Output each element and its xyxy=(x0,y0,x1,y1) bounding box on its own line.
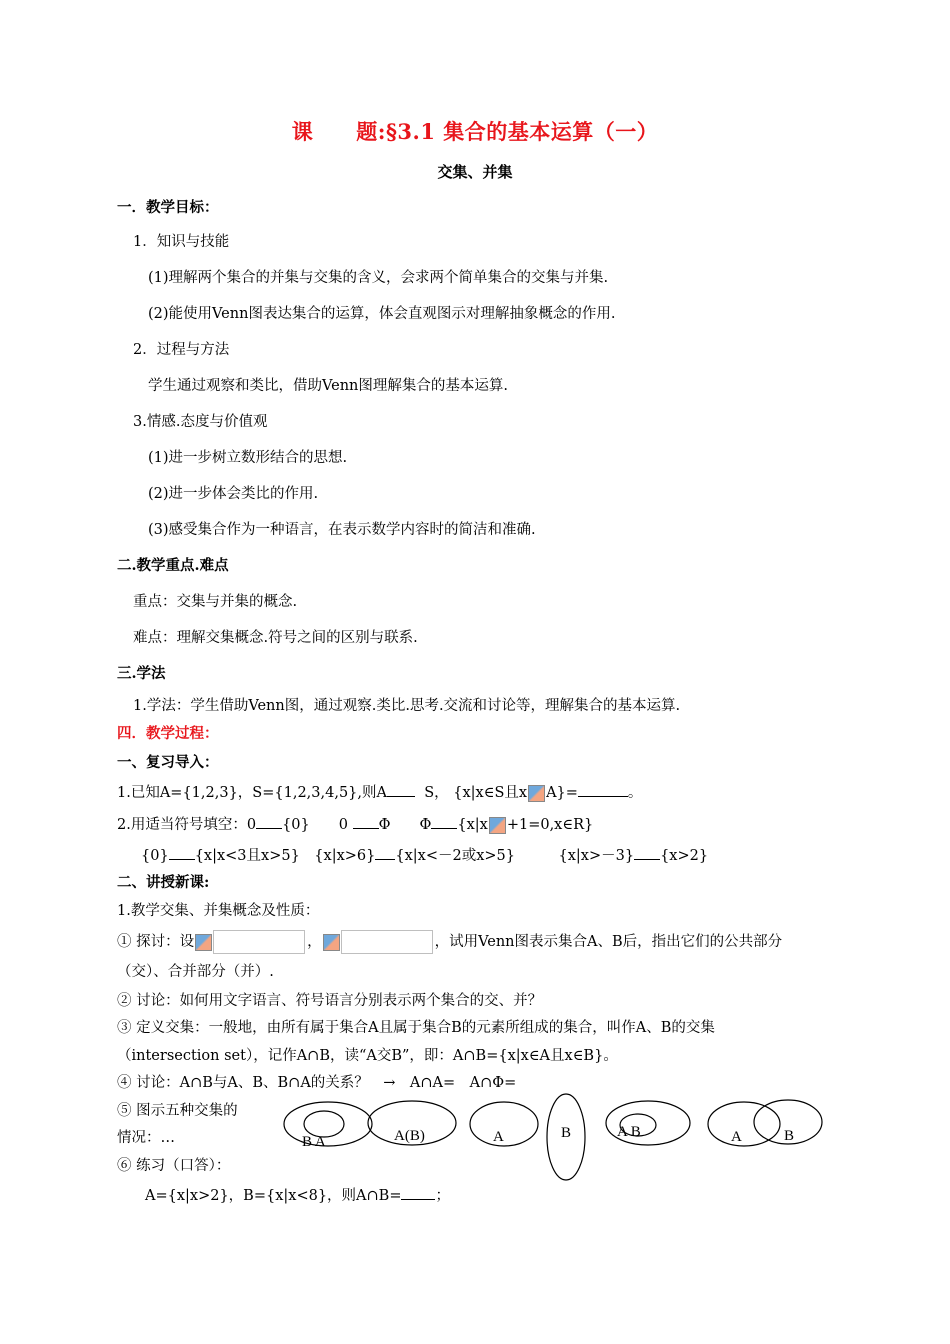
answer-blank[interactable] xyxy=(353,813,379,829)
page-subtitle: 交集、并集 xyxy=(437,163,513,181)
lesson-intro: 1.教学交集、并集概念及性质： xyxy=(117,903,320,919)
section-heading-objectives: 一．教学目标： xyxy=(117,199,219,216)
answer-blank[interactable] xyxy=(375,844,395,860)
set-a-field[interactable] xyxy=(213,930,305,954)
answer-blank[interactable] xyxy=(401,1184,435,1200)
explore-line-2: （交）、合并部分（并）. xyxy=(117,964,274,980)
venn-case-equal xyxy=(368,1101,456,1145)
define-intersection-1: ③ 定义交集：一般地，由所有属于集合A且属于集合B的元素所组成的集合，叫作A、B的交集 xyxy=(117,1020,715,1036)
venn-label: B xyxy=(561,1125,572,1141)
practice-exercise: A={x|x>2}，B={x|x<8}，则A∩B= ； xyxy=(145,1184,450,1206)
discuss-relations: ④ 讨论：A∩B与A、B、B∩A的关系？ → A∩A= A∩Φ= xyxy=(117,1075,517,1091)
venn-case-subset xyxy=(284,1102,372,1150)
venn-label: B A xyxy=(302,1134,326,1150)
venn-diagrams xyxy=(280,1092,830,1182)
keypoint-focus: 重点：交集与并集的概念. xyxy=(133,594,298,610)
keypoint-difficulty: 难点：理解交集概念.符号之间的区别与联系. xyxy=(133,630,418,646)
objective-1-item-1: (1)理解两个集合的并集与交集的含义，会求两个简单集合的交集与并集. xyxy=(148,270,609,286)
venn-label: A B xyxy=(617,1124,641,1140)
objective-3-item-3: (3)感受集合作为一种语言，在表示数学内容时的简洁和准确. xyxy=(148,522,536,538)
formula-image-icon xyxy=(195,934,212,951)
figure-caption-1: ⑤ 图示五种交集的 xyxy=(117,1103,238,1119)
venn-label: B xyxy=(784,1128,795,1144)
objective-2-text: 学生通过观察和类比，借助Venn图理解集合的基本运算. xyxy=(148,378,509,394)
review-question-3: {0} {x|x<3且x>5} {x|x>6} {x|x<－2或x>5} {x|x>－3} {x>2} xyxy=(141,844,708,866)
objective-2-heading: 2．过程与方法 xyxy=(133,342,230,358)
objective-3-item-1: (1)进一步树立数形结合的思想. xyxy=(148,450,348,466)
venn-case-disjoint xyxy=(470,1094,585,1180)
answer-blank[interactable] xyxy=(431,813,457,829)
venn-case-superset xyxy=(606,1101,690,1145)
answer-blank[interactable] xyxy=(387,781,415,797)
practice-heading: ⑥ 练习（口答）： xyxy=(117,1158,231,1174)
objective-3-item-2: (2)进一步体会类比的作用. xyxy=(148,486,319,502)
answer-blank[interactable] xyxy=(578,781,628,797)
venn-label: A(B) xyxy=(394,1128,425,1144)
answer-blank[interactable] xyxy=(634,844,660,860)
review-question-1: 1.已知A={1,2,3}，S={1,2,3,4,5},则A S， {x|x∈S且x A}= 。 xyxy=(117,781,642,803)
review-question-2: 2.用适当符号填空：0 {0} 0 Φ Φ {x|x +1=0,x∈R} xyxy=(117,813,593,835)
subsection-new-lesson: 二、讲授新课: xyxy=(117,874,210,891)
formula-image-icon xyxy=(323,934,340,951)
page-title: 课 题:§3.1 集合的基本运算（一） xyxy=(291,119,659,144)
formula-image-icon xyxy=(528,785,545,802)
method-text: 1.学法：学生借助Venn图，通过观察.类比.思考.交流和讨论等，理解集合的基本运算. xyxy=(133,698,681,714)
subsection-review: 一、复习导入： xyxy=(117,754,219,771)
venn-label: A xyxy=(731,1129,742,1145)
section-heading-keypoints: 二.教学重点.难点 xyxy=(117,557,229,574)
objective-1-item-2: (2)能使用Venn图表达集合的运算，体会直观图示对理解抽象概念的作用. xyxy=(148,306,616,322)
set-b-field[interactable] xyxy=(341,930,433,954)
objective-3-heading: 3.情感.态度与价值观 xyxy=(133,414,268,430)
define-intersection-2: （intersection set），记作A∩B，读“A交B”，即：A∩B={x|x∈A且x∈B}。 xyxy=(117,1048,618,1064)
venn-label: A xyxy=(493,1129,504,1145)
venn-case-overlap xyxy=(708,1100,822,1146)
answer-blank[interactable] xyxy=(256,813,282,829)
section-heading-method: 三.学法 xyxy=(117,665,166,682)
formula-image-icon xyxy=(489,817,506,834)
figure-caption-2: 情况：… xyxy=(117,1130,175,1146)
discuss-line: ② 讨论：如何用文字语言、符号语言分别表示两个集合的交、并？ xyxy=(117,993,543,1009)
section-heading-process: 四．教学过程： xyxy=(117,725,219,742)
answer-blank[interactable] xyxy=(169,844,195,860)
explore-line: ① 探讨：设 ， ，试用Venn图表示集合A、B后，指出它们的公共部分 xyxy=(117,930,782,954)
objective-1-heading: 1．知识与技能 xyxy=(133,234,230,250)
